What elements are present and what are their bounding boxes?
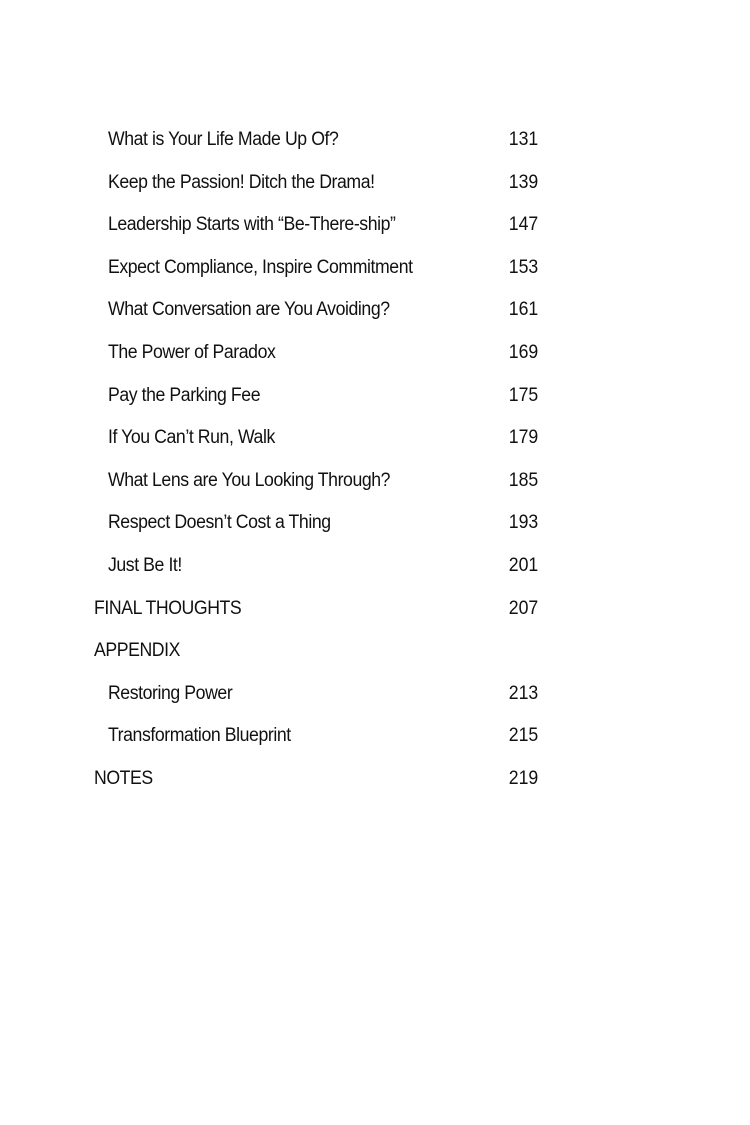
toc-entry-page: 139	[508, 171, 539, 193]
toc-entry-title: Leadership Starts with “Be-There-ship”	[107, 214, 396, 236]
toc-section-title: APPENDIX	[94, 640, 181, 662]
toc-entry-page: 215	[508, 725, 539, 747]
toc-entry	[7, 119, 705, 162]
toc-entry-title: Restoring Power	[107, 682, 233, 704]
toc-entry-title: Just Be It!	[107, 554, 182, 576]
toc-entry-page: 207	[508, 597, 539, 619]
toc-entry	[7, 375, 705, 418]
toc-section-title: NOTES	[94, 767, 153, 789]
table-of-contents	[0, 119, 750, 801]
toc-entry	[7, 247, 705, 290]
toc-entry-page: 179	[508, 427, 539, 449]
toc-entry-page: 131	[508, 129, 539, 150]
toc-section-heading	[7, 758, 705, 801]
toc-section-title: FINAL THOUGHTS	[94, 597, 242, 619]
toc-entry-title: What Conversation are You Avoiding?	[107, 299, 390, 321]
toc-entry-title: Transformation Blueprint	[107, 725, 291, 747]
toc-entry-page: 153	[508, 256, 539, 278]
toc-entry-title: Keep the Passion! Ditch the Drama!	[107, 171, 375, 193]
toc-section-heading	[7, 588, 705, 631]
toc-entry	[7, 162, 705, 205]
toc-entry-page: 213	[508, 682, 539, 704]
toc-entry-title: Expect Compliance, Inspire Commitment	[107, 256, 413, 278]
toc-entry	[7, 715, 705, 758]
toc-entry-page: 185	[508, 469, 539, 491]
toc-entry	[7, 502, 705, 545]
toc-entry	[7, 204, 705, 247]
toc-entry-title: What is Your Life Made Up Of?	[107, 129, 339, 150]
toc-entry-title: The Power of Paradox	[107, 341, 276, 363]
toc-entry	[7, 417, 705, 460]
toc-entry-title: Respect Doesn’t Cost a Thing	[107, 512, 331, 534]
toc-entry-title: What Lens are You Looking Through?	[107, 469, 391, 491]
toc-entry	[7, 545, 705, 588]
toc-entry-title: If You Can’t Run, Walk	[107, 427, 275, 449]
toc-entry	[7, 332, 705, 375]
toc-section-heading	[7, 630, 705, 673]
toc-entry-page: 169	[508, 341, 539, 363]
toc-entry	[7, 673, 705, 716]
toc-entry-page: 161	[508, 299, 539, 321]
toc-entry-page: 219	[508, 767, 539, 789]
toc-entry	[7, 289, 705, 332]
toc-entry-title: Pay the Parking Fee	[107, 384, 261, 406]
toc-entry-page: 147	[508, 214, 539, 236]
toc-entry	[7, 460, 705, 503]
toc-entry-page: 175	[508, 384, 539, 406]
toc-entry-page: 201	[508, 554, 539, 576]
toc-entry-page: 193	[508, 512, 539, 534]
